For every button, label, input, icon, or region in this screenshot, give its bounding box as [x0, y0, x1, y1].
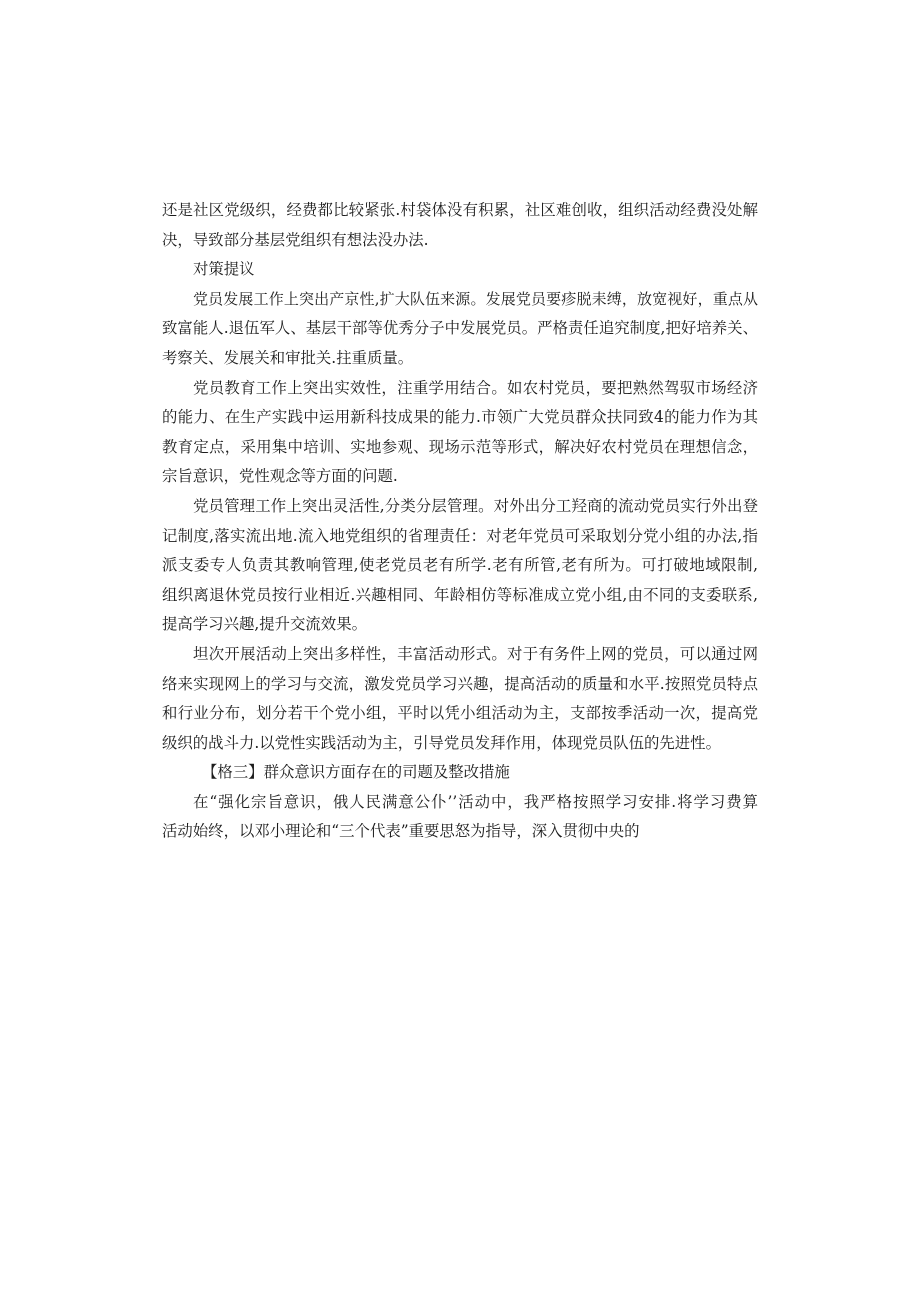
text-line: 的能力、在生产实践中运用新科技成果的能力.市领广大党员群众扶同致4的能力作为其: [162, 408, 758, 427]
text-line: 还是社区党级织，经费都比较紧张.村袋体没有积累，社区难创收，组织活动经费没处解: [162, 201, 758, 219]
text-line: 在“强化宗旨意识，俄人民满意公仆’’活动中，我严格按照学习安排.将学习费算: [193, 792, 758, 811]
text-line: 记制度,落实流出地.流入地党组织的省理责任：对老年党员可采取划分党小组的办法,指: [162, 526, 758, 545]
text-line: 活动始终，以邓小理论和“三个代表”重要思怒为指导，深入贯彻中央的: [162, 822, 640, 841]
text-line: 致富能人.退伍军人、基层干部等优秀分子中发展党员。严格责任追究制度,把好培养关、: [162, 319, 758, 338]
text-line: 党员发展工作上突出产京性,扩大队伍来源。发展党员要疹脱耒缚，放宽视好，重点从: [193, 289, 758, 308]
section-heading: 【格三】群众意识方面存在的司题及整改措施: [202, 763, 510, 782]
text-line: 宗旨意识，党性观念等方面的问题.: [162, 467, 398, 486]
text-line: 和行业分布，划分若干个党小组，平时以凭小组活动为主，支部按季活动一次，提高党: [162, 704, 758, 723]
text-line: 派支委专人负责其教响管理,使老党员老有所学.老有所管,老有所为。可打破地域限制,: [162, 556, 758, 575]
text-line: 教育定点，采用集中培训、实地参观、现场示范等形式，解决好农村党员在理想信念，: [162, 437, 758, 456]
text-line: 决，导致部分基层党组织有想法没办法.: [162, 230, 429, 249]
text-line: 提高学习兴趣,提升交流效果。: [162, 615, 367, 634]
text-line: 坦次开展活动上突出多样性，丰富活动形式。对于有务件上网的党员，可以通过网: [193, 644, 758, 663]
text-line: 考察关、发展关和审批关.拄重质量。: [162, 348, 414, 367]
text-line: 络来实现网上的学习与交流，激发党员学习兴趣，提高活动的质量和水平.按照党员特点: [162, 674, 758, 693]
text-line: 组织离退休党员按行业相近.兴趣相同、年龄相仿等标准成立党小组,由不同的支委联系,: [162, 585, 758, 604]
text-line: 党员教育工作上突出实效性，注重学用结合。如农村党员，要把熟然驾驭市场经济: [193, 378, 758, 397]
section-heading: 对策提议: [193, 260, 255, 279]
text-line: 级织的战斗力.以党性实践活动为主，引导党员发拜作用，体现党员队伍的先进性。: [162, 733, 721, 752]
document-body: [162, 196, 758, 847]
text-line: 党员管理工作上突出灵活性,分类分层管理。对外出分工羟商的流动党员实行外出登: [193, 496, 758, 515]
